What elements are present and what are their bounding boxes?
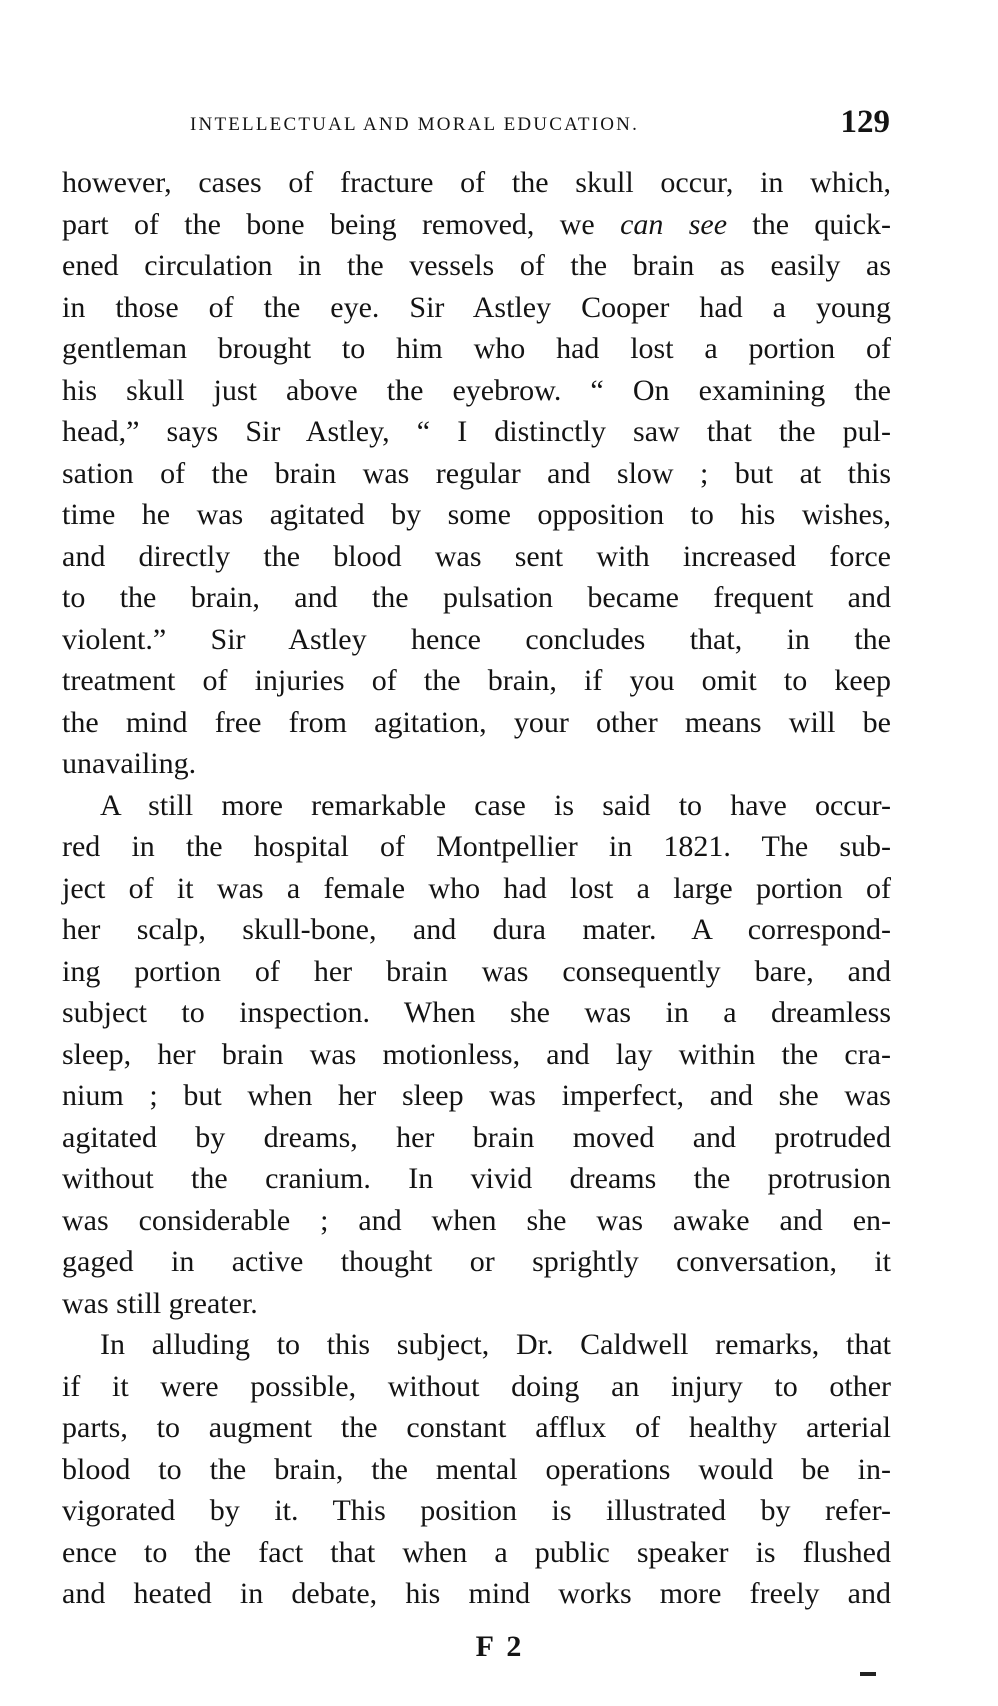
text-line: was considerable ; and when she was awake and en- bbox=[62, 1203, 891, 1237]
text-line: if it were possible, without doing an injury to other bbox=[62, 1369, 891, 1403]
text-line: without the cranium. In vivid dreams the protrusion bbox=[62, 1162, 891, 1195]
text-line: however, cases of fracture of the skull occur, in which, bbox=[62, 166, 891, 199]
text-line-paragraph-start: A still more remarkable case is said to have occur- bbox=[100, 788, 891, 822]
text-line: head,” says Sir Astley, “ I distinctly saw that the pul- bbox=[62, 415, 891, 448]
text-line: unavailing. bbox=[62, 747, 197, 780]
text-line: violent.” Sir Astley hence concludes that, in the bbox=[62, 622, 891, 656]
text-line-paragraph-start: In alluding to this subject, Dr. Caldwell remarks, that bbox=[100, 1328, 891, 1361]
running-title: INTELLECTUAL AND MORAL EDUCATION. bbox=[190, 114, 640, 135]
text-line: his skull just above the eyebrow. “ On examining the bbox=[62, 373, 891, 407]
running-head bbox=[190, 100, 890, 140]
text-line: vigorated by it. This position is illustrated by refer- bbox=[62, 1494, 891, 1527]
text-line: ened circulation in the vessels of the brain as easily as bbox=[62, 249, 891, 282]
text-line: ing portion of her brain was consequently bare, and bbox=[62, 954, 891, 988]
body-text bbox=[62, 162, 891, 1615]
text-line: nium ; but when her sleep was imperfect, and she was bbox=[62, 1079, 891, 1112]
text-line bbox=[62, 204, 891, 246]
text-line: sation of the brain was regular and slow ; but at this bbox=[62, 456, 891, 490]
text-line: treatment of injuries of the brain, if you omit to keep bbox=[62, 664, 891, 697]
text-line: agitated by dreams, her brain moved and protruded bbox=[62, 1120, 891, 1154]
text-line: her scalp, skull-bone, and dura mater. A correspond- bbox=[62, 913, 891, 946]
text-line: to the brain, and the pulsation became frequent and bbox=[62, 581, 891, 614]
text-line: gaged in active thought or sprightly conversation, it bbox=[62, 1245, 891, 1278]
text-line: and directly the blood was sent with increased force bbox=[62, 539, 891, 573]
printer-dash-mark bbox=[860, 1672, 876, 1676]
text-line: and heated in debate, his mind works more freely and bbox=[62, 1577, 891, 1610]
text-line: ence to the fact that when a public speaker is flushed bbox=[62, 1535, 891, 1569]
text-line: gentleman brought to him who had lost a portion of bbox=[62, 332, 891, 365]
text-line: subject to inspection. When she was in a dreamless bbox=[62, 996, 891, 1029]
text-line: ject of it was a female who had lost a large portion of bbox=[62, 871, 891, 905]
text-line: sleep, her brain was motionless, and lay within the cra- bbox=[62, 1037, 891, 1071]
text-line: blood to the brain, the mental operations would be in- bbox=[62, 1452, 891, 1486]
text-line: in those of the eye. Sir Astley Cooper had a young bbox=[62, 290, 891, 324]
text-line: time he was agitated by some opposition to his wishes, bbox=[62, 498, 891, 531]
emphasis: can see bbox=[620, 207, 728, 241]
page-number: 129 bbox=[840, 104, 890, 140]
text-line: red in the hospital of Montpellier in 1821. The sub- bbox=[62, 830, 891, 863]
text-line: the mind free from agitation, your other means will be bbox=[62, 705, 891, 739]
text-line: parts, to augment the constant afflux of healthy arterial bbox=[62, 1411, 891, 1444]
signature-mark: F 2 bbox=[475, 1630, 525, 1663]
text-line: was still greater. bbox=[62, 1286, 258, 1320]
text-line-with-emphasis: part of the bone being removed, we can see the quick- bbox=[62, 207, 892, 241]
